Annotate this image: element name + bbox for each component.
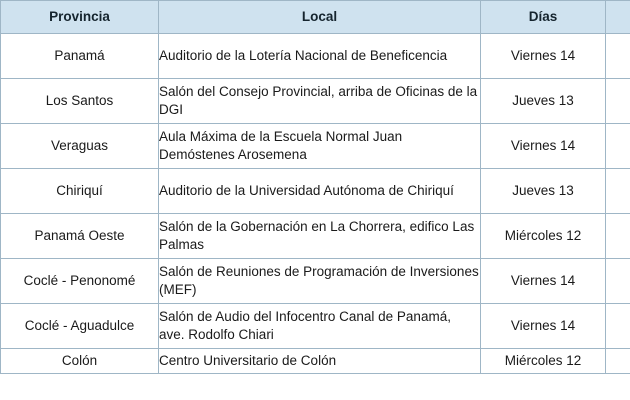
table-row — [1, 169, 630, 214]
cell-local: Salón de Audio del Infocentro Canal de Panamá, ave. Rodolfo Chiari — [159, 304, 481, 349]
cell-dias: Viernes 14 — [481, 259, 606, 304]
cell-dias: Jueves 13 — [481, 79, 606, 124]
cell-local: Aula Máxima de la Escuela Normal Juan Demóstenes Arosemena — [159, 124, 481, 169]
cell-dias: Viernes 14 — [481, 304, 606, 349]
cell-local: Salón de la Gobernación en La Chorrera, edifico Las Palmas — [159, 214, 481, 259]
table-row — [1, 124, 630, 169]
cell-provincia: Coclé - Penonomé — [1, 259, 159, 304]
column-header-dias: Días — [481, 1, 606, 34]
cell-extra — [606, 349, 630, 374]
cell-extra — [606, 304, 630, 349]
cell-extra — [606, 34, 630, 79]
cell-provincia: Veraguas — [1, 124, 159, 169]
cell-extra — [606, 214, 630, 259]
cell-dias: Miércoles 12 — [481, 214, 606, 259]
table-row — [1, 79, 630, 124]
cell-extra — [606, 124, 630, 169]
column-header-local: Local — [159, 1, 481, 34]
cell-dias: Viernes 14 — [481, 124, 606, 169]
table-row — [1, 259, 630, 304]
cell-provincia: Coclé - Aguadulce — [1, 304, 159, 349]
cell-local: Salón de Reuniones de Programación de Inversiones (MEF) — [159, 259, 481, 304]
table-row — [1, 304, 630, 349]
cell-dias: Miércoles 12 — [481, 349, 606, 374]
column-header-extra — [606, 1, 630, 34]
cell-local: Centro Universitario de Colón — [159, 349, 481, 374]
table-body — [1, 34, 630, 374]
table-header-row — [1, 1, 630, 34]
cell-extra — [606, 169, 630, 214]
cell-local: Salón del Consejo Provincial, arriba de Oficinas de la DGI — [159, 79, 481, 124]
table-row — [1, 349, 630, 374]
column-header-provincia: Provincia — [1, 1, 159, 34]
cell-local: Auditorio de la Lotería Nacional de Beneficencia — [159, 34, 481, 79]
cell-extra — [606, 79, 630, 124]
cell-dias: Viernes 14 — [481, 34, 606, 79]
cell-provincia: Panamá — [1, 34, 159, 79]
table-head — [1, 1, 630, 34]
cell-provincia: Chiriquí — [1, 169, 159, 214]
cell-dias: Jueves 13 — [481, 169, 606, 214]
table-row — [1, 34, 630, 79]
table-row — [1, 214, 630, 259]
cell-extra — [606, 259, 630, 304]
cell-local: Auditorio de la Universidad Autónoma de Chiriquí — [159, 169, 481, 214]
cell-provincia: Los Santos — [1, 79, 159, 124]
cell-provincia: Panamá Oeste — [1, 214, 159, 259]
cell-provincia: Colón — [1, 349, 159, 374]
